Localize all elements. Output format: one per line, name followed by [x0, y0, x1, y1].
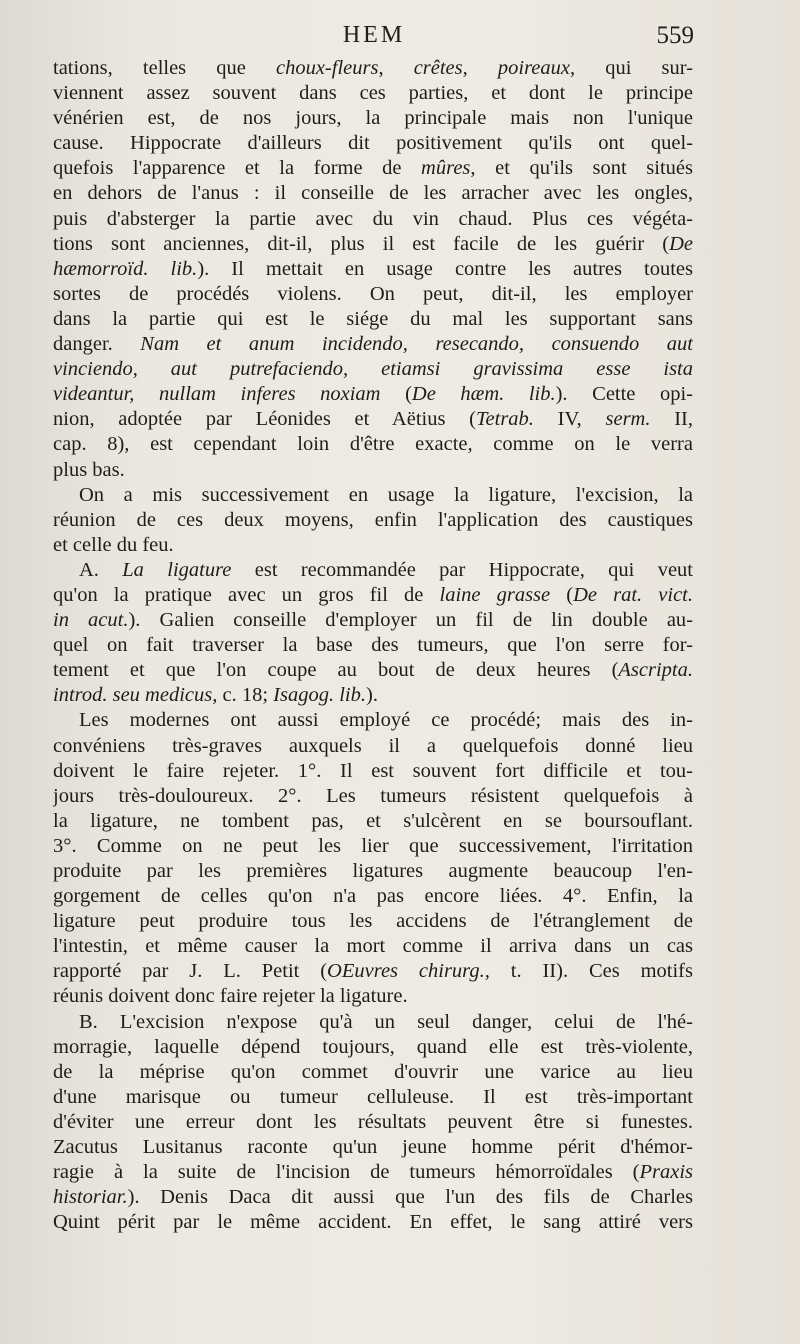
- text-segment: 3°. Comme on ne peut les lier que successivement, l'irritation: [53, 834, 693, 857]
- text-segment: Les modernes ont aussi employé ce procédé; mais des in-: [79, 709, 693, 732]
- text-line: [53, 784, 693, 809]
- italic-text: mûres: [421, 157, 471, 180]
- text-line: [53, 884, 693, 909]
- text-line: [53, 131, 693, 156]
- text-line: [53, 1110, 693, 1135]
- text-line: [53, 56, 693, 81]
- text-segment: IV,: [533, 408, 606, 431]
- italic-text: Ascripta.: [618, 659, 693, 682]
- text-line: [53, 106, 693, 131]
- text-segment: produite par les premières ligatures augmente beaucoup l'en-: [53, 860, 693, 882]
- text-line: [53, 834, 693, 859]
- italic-text: La ligature: [122, 558, 232, 581]
- text-line: [53, 1060, 693, 1085]
- text-segment: danger.: [53, 333, 141, 356]
- text-line: [53, 357, 693, 382]
- italic-text: Tetrab.: [476, 408, 534, 431]
- text-segment: nion, adoptée par Léonides et Aëtius (: [53, 408, 476, 431]
- text-segment: ).: [366, 684, 378, 707]
- text-segment: jours très-douloureux. 2°. Les tumeurs résistent quelquefois à: [53, 784, 693, 807]
- text-line: [53, 1160, 693, 1185]
- text-segment: l'intestin, et même causer la mort comme il arriva dans un cas: [53, 935, 693, 958]
- text-segment: On a mis successivement en usage la ligature, l'excision, la: [79, 483, 693, 506]
- page-number: 559: [656, 22, 694, 49]
- italic-text: introd. seu medicus: [53, 684, 213, 707]
- text-line: [53, 859, 693, 884]
- text-segment: réunion de ces deux moyens, enfin l'application des caustiques: [53, 508, 693, 531]
- text-line: [53, 207, 693, 232]
- text-segment: vénérien est, de nos jours, la principale mais non l'unique: [53, 107, 693, 130]
- text-line: [53, 809, 693, 834]
- italic-text: Praxis: [639, 1161, 693, 1184]
- text-segment: , c. 18;: [212, 684, 274, 707]
- text-segment: II,: [650, 408, 693, 431]
- italic-text: laine grasse: [439, 583, 551, 606]
- text-line: [53, 909, 693, 934]
- text-line: [53, 633, 693, 658]
- text-segment: de la méprise qu'on commet d'ouvrir une varice au lieu: [53, 1060, 693, 1083]
- italic-text: OEuvres chirurg.: [327, 960, 485, 983]
- text-line: [53, 508, 693, 533]
- text-line: [53, 708, 693, 733]
- text-line: [53, 959, 693, 984]
- italic-text: videantur, nullam inferes noxiam: [53, 383, 381, 406]
- text-segment: réunis doivent donc faire rejeter la ligature.: [53, 985, 408, 1008]
- italic-text: vinciendo, aut putrefaciendo, etiamsi gravissima esse ista: [53, 358, 693, 381]
- text-line: [53, 608, 693, 633]
- text-line: [53, 483, 693, 508]
- text-line: [53, 1185, 693, 1210]
- text-segment: , et qu'ils sont situés: [470, 157, 693, 180]
- text-line: [53, 1085, 693, 1110]
- text-segment: (: [550, 583, 574, 606]
- text-segment: ). Denis Daca dit aussi que l'un des fils de Charles: [127, 1186, 693, 1209]
- text-line: [53, 759, 693, 784]
- text-line: [53, 1010, 693, 1035]
- italic-text: poireaux: [497, 57, 570, 79]
- running-head: [54, 22, 694, 58]
- text-segment: puis d'absterger la partie avec du vin chaud. Plus ces végéta-: [53, 207, 693, 230]
- text-segment: B. L'excision n'expose qu'à un seul danger, celui de l'hé-: [79, 1010, 693, 1033]
- text-line: [53, 658, 693, 683]
- text-segment: Quint périt par le même accident. En effet, le sang attiré vers: [53, 1211, 693, 1234]
- text-line: [53, 984, 693, 1009]
- italic-text: crêtes: [413, 57, 463, 79]
- text-segment: convéniens très-graves auxquels il a quelquefois donné lieu: [53, 734, 693, 757]
- text-segment: (: [380, 383, 412, 406]
- text-segment: ). Il mettait en usage contre les autres toutes: [197, 257, 693, 280]
- text-segment: cap. 8), est cependant loin d'être exacte, comme on le verra: [53, 433, 693, 456]
- italic-text: De rat. vict.: [573, 583, 693, 606]
- text-segment: ligature peut produire tous les accidens de l'étranglement de: [53, 910, 693, 933]
- text-segment: d'une marisque ou tumeur celluleuse. Il est très-important: [53, 1085, 693, 1108]
- text-segment: quefois l'apparence et la forme de: [53, 157, 422, 180]
- text-segment: morragie, laquelle dépend toujours, quand elle est très-violente,: [53, 1035, 693, 1058]
- text-segment: ,: [462, 57, 498, 79]
- body-text: [53, 56, 693, 1235]
- italic-text: choux-fleurs: [275, 57, 379, 79]
- text-segment: doivent le faire rejeter. 1°. Il est souvent fort difficile et tou-: [53, 759, 693, 782]
- text-segment: , qui sur-: [570, 57, 693, 79]
- text-segment: la ligature, ne tombent pas, et s'ulcèrent en se boursouflant.: [53, 809, 693, 832]
- text-segment: d'éviter une erreur dont les résultats peuvent être si funestes.: [53, 1110, 693, 1133]
- text-segment: viennent assez souvent dans ces parties, et dont le principe: [53, 82, 693, 105]
- text-segment: ). Galien conseille d'employer un fil de lin double au-: [128, 609, 693, 632]
- text-line: [53, 683, 693, 708]
- text-segment: , t. II). Ces motifs: [484, 960, 693, 983]
- text-line: [53, 934, 693, 959]
- text-line: [53, 382, 693, 407]
- text-segment: et celle du feu.: [53, 533, 174, 556]
- text-segment: rapporté par J. L. Petit (: [53, 960, 328, 983]
- text-segment: cause. Hippocrate d'ailleurs dit positivement qu'ils ont quel-: [53, 132, 693, 155]
- text-segment: ,: [378, 57, 414, 79]
- text-line: [53, 257, 693, 282]
- text-segment: ragie à la suite de l'incision de tumeurs hémorroïdales (: [53, 1161, 640, 1184]
- text-line: [53, 232, 693, 257]
- text-line: [53, 558, 693, 583]
- text-segment: tement et que l'on coupe au bout de deux heures (: [53, 659, 619, 682]
- text-segment: ). Cette opi-: [555, 383, 693, 406]
- text-line: [53, 1210, 693, 1235]
- italic-text: De hæm. lib.: [411, 383, 556, 406]
- text-line: [53, 734, 693, 759]
- text-line: [53, 1035, 693, 1060]
- text-line: [53, 432, 693, 457]
- italic-text: historiar.: [53, 1186, 128, 1209]
- italic-text: serm.: [605, 408, 651, 431]
- text-line: [53, 307, 693, 332]
- text-line: [53, 156, 693, 181]
- text-line: [53, 1135, 693, 1160]
- text-segment: en dehors de l'anus : il conseille de les arracher avec les ongles,: [53, 182, 693, 205]
- text-segment: quel on fait traverser la base des tumeurs, que l'on serre for-: [53, 634, 693, 657]
- text-line: [53, 458, 693, 483]
- text-segment: est recommandée par Hippocrate, qui veut: [231, 558, 693, 581]
- italic-text: hæmorroïd. lib.: [53, 257, 198, 280]
- text-segment: tions sont anciennes, dit-il, plus il est facile de les guérir (: [53, 232, 670, 255]
- italic-text: De: [669, 232, 693, 255]
- text-line: [53, 533, 693, 558]
- text-line: [53, 583, 693, 608]
- italic-text: in acut.: [53, 609, 129, 632]
- text-segment: gorgement de celles qu'on n'a pas encore liées. 4°. Enfin, la: [53, 885, 693, 908]
- text-line: [53, 81, 693, 106]
- text-line: [53, 407, 693, 432]
- text-segment: plus bas.: [53, 458, 125, 481]
- text-segment: Zacutus Lusitanus raconte qu'un jeune homme périt d'hémor-: [53, 1136, 693, 1159]
- text-segment: A.: [79, 558, 123, 581]
- text-line: [53, 332, 693, 357]
- italic-text: Nam et anum incidendo, resecando, consuendo aut: [140, 333, 693, 356]
- running-head-word: HEM: [342, 22, 406, 48]
- text-segment: qu'on la pratique avec un gros fil de: [53, 583, 440, 606]
- text-segment: dans la partie qui est le siége du mal les supportant sans: [53, 307, 693, 330]
- italic-text: Isagog. lib.: [273, 684, 366, 707]
- text-segment: sortes de procédés violens. On peut, dit-il, les employer: [53, 282, 693, 305]
- text-segment: tations, telles que: [53, 57, 276, 79]
- text-line: [53, 282, 693, 307]
- text-line: [53, 181, 693, 206]
